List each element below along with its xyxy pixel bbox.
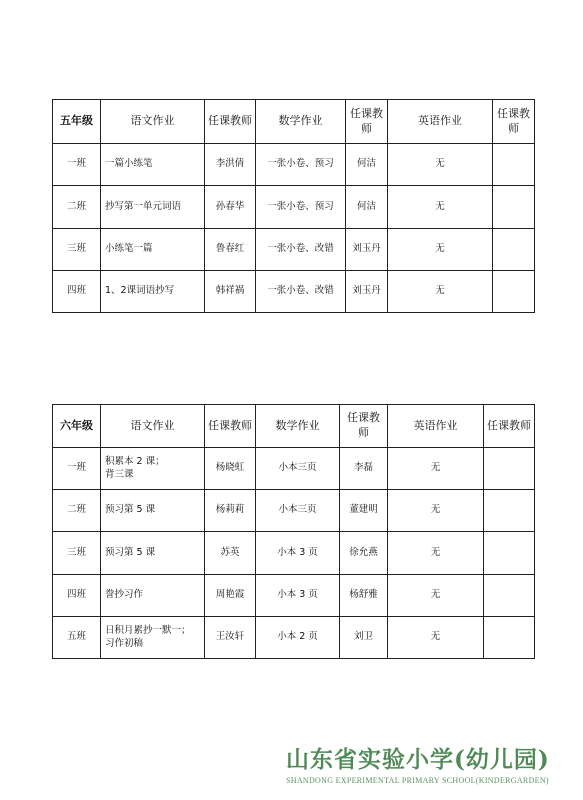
table-row (53, 229, 535, 271)
teacher-header: 任课教师 (484, 405, 535, 448)
english-homework-header: 英语作业 (388, 100, 493, 144)
math-homework-cell: 小本三页 (256, 448, 340, 490)
teacher-cell (493, 229, 535, 271)
teacher-cell: 杨莉莉 (205, 490, 256, 532)
chinese-homework-cell: 积累本 2 课； 背三课 (101, 448, 205, 490)
teacher-cell (493, 144, 535, 186)
class-cell: 三班 (53, 532, 101, 575)
class-cell: 五班 (53, 617, 101, 659)
math-homework-cell: 一张小卷、预习 (256, 144, 346, 186)
teacher-cell: 刘玉丹 (346, 271, 388, 313)
chinese-homework-cell: 预习第 5 课 (101, 490, 205, 532)
teacher-header: 任课教师 (493, 100, 535, 144)
teacher-cell (484, 575, 535, 617)
english-homework-cell: 无 (388, 448, 484, 490)
math-homework-header: 数学作业 (256, 100, 346, 144)
table-row (53, 186, 535, 229)
english-homework-header: 英语作业 (388, 405, 484, 448)
teacher-cell: 刘玉丹 (346, 229, 388, 271)
teacher-header: 任课教师 (340, 405, 388, 448)
teacher-cell: 李洪倩 (205, 144, 256, 186)
teacher-cell (484, 532, 535, 575)
table-header-row (53, 100, 535, 144)
math-homework-cell: 一张小卷、预习 (256, 186, 346, 229)
teacher-cell: 董建明 (340, 490, 388, 532)
chinese-homework-cell: 一篇小练笔 (101, 144, 205, 186)
school-logo (286, 746, 576, 785)
teacher-header: 任课教师 (346, 100, 388, 144)
chinese-homework-cell: 预习第 5 课 (101, 532, 205, 575)
math-homework-cell: 小本 3 页 (256, 575, 340, 617)
class-cell: 四班 (53, 271, 101, 313)
english-homework-cell: 无 (388, 532, 484, 575)
chinese-homework-cell: 誊抄习作 (101, 575, 205, 617)
school-name-chinese: 山东省实验小学(幼儿园) (286, 746, 550, 773)
math-homework-cell: 一张小卷、改错 (256, 229, 346, 271)
grade6-homework-table (52, 404, 535, 659)
grade-header: 五年级 (53, 100, 101, 144)
math-homework-cell: 小本 3 页 (256, 532, 340, 575)
teacher-cell: 何洁 (346, 144, 388, 186)
teacher-cell: 何洁 (346, 186, 388, 229)
class-cell: 一班 (53, 448, 101, 490)
chinese-homework-header: 语文作业 (101, 100, 205, 144)
english-homework-cell: 无 (388, 229, 493, 271)
class-cell: 二班 (53, 490, 101, 532)
teacher-cell: 杨晓虹 (205, 448, 256, 490)
english-homework-cell: 无 (388, 490, 484, 532)
table-row (53, 144, 535, 186)
teacher-cell: 孙春华 (205, 186, 256, 229)
teacher-cell: 王汝轩 (205, 617, 256, 659)
math-homework-header: 数学作业 (256, 405, 340, 448)
table-row (53, 448, 535, 490)
teacher-cell: 李磊 (340, 448, 388, 490)
english-homework-cell: 无 (388, 617, 484, 659)
teacher-cell: 韩祥祸 (205, 271, 256, 313)
teacher-cell: 苏英 (205, 532, 256, 575)
english-homework-cell: 无 (388, 144, 493, 186)
table-row (53, 575, 535, 617)
class-cell: 三班 (53, 229, 101, 271)
english-homework-cell: 无 (388, 186, 493, 229)
table-row (53, 532, 535, 575)
class-cell: 四班 (53, 575, 101, 617)
english-homework-cell: 无 (388, 575, 484, 617)
teacher-header: 任课教师 (205, 100, 256, 144)
class-cell: 一班 (53, 144, 101, 186)
grade5-homework-table (52, 99, 535, 313)
grade-header: 六年级 (53, 405, 101, 448)
teacher-cell (484, 490, 535, 532)
school-name-english: SHANDONG EXPERIMENTAL PRIMARY SCHOOL(KINDERGARDEN) (286, 776, 549, 785)
teacher-cell: 徐允燕 (340, 532, 388, 575)
math-homework-cell: 小本 2 页 (256, 617, 340, 659)
table-header-row (53, 405, 535, 448)
teacher-cell (493, 271, 535, 313)
teacher-cell: 刘卫 (340, 617, 388, 659)
english-homework-cell: 无 (388, 271, 493, 313)
teacher-cell (484, 617, 535, 659)
chinese-homework-cell: 抄写第一单元词语 (101, 186, 205, 229)
table-row (53, 271, 535, 313)
chinese-homework-cell: 1、2课词语抄写 (101, 271, 205, 313)
teacher-cell: 鲁春红 (205, 229, 256, 271)
teacher-cell (484, 448, 535, 490)
teacher-cell (493, 186, 535, 229)
chinese-homework-header: 语文作业 (101, 405, 205, 448)
teacher-header: 任课教师 (205, 405, 256, 448)
class-cell: 二班 (53, 186, 101, 229)
teacher-cell: 杨舒雅 (340, 575, 388, 617)
chinese-homework-cell: 日积月累抄一默一； 习作初稿 (101, 617, 205, 659)
table-row (53, 490, 535, 532)
table-row (53, 617, 535, 659)
teacher-cell: 周艳霞 (205, 575, 256, 617)
math-homework-cell: 一张小卷、改错 (256, 271, 346, 313)
chinese-homework-cell: 小练笔一篇 (101, 229, 205, 271)
math-homework-cell: 小本三页 (256, 490, 340, 532)
